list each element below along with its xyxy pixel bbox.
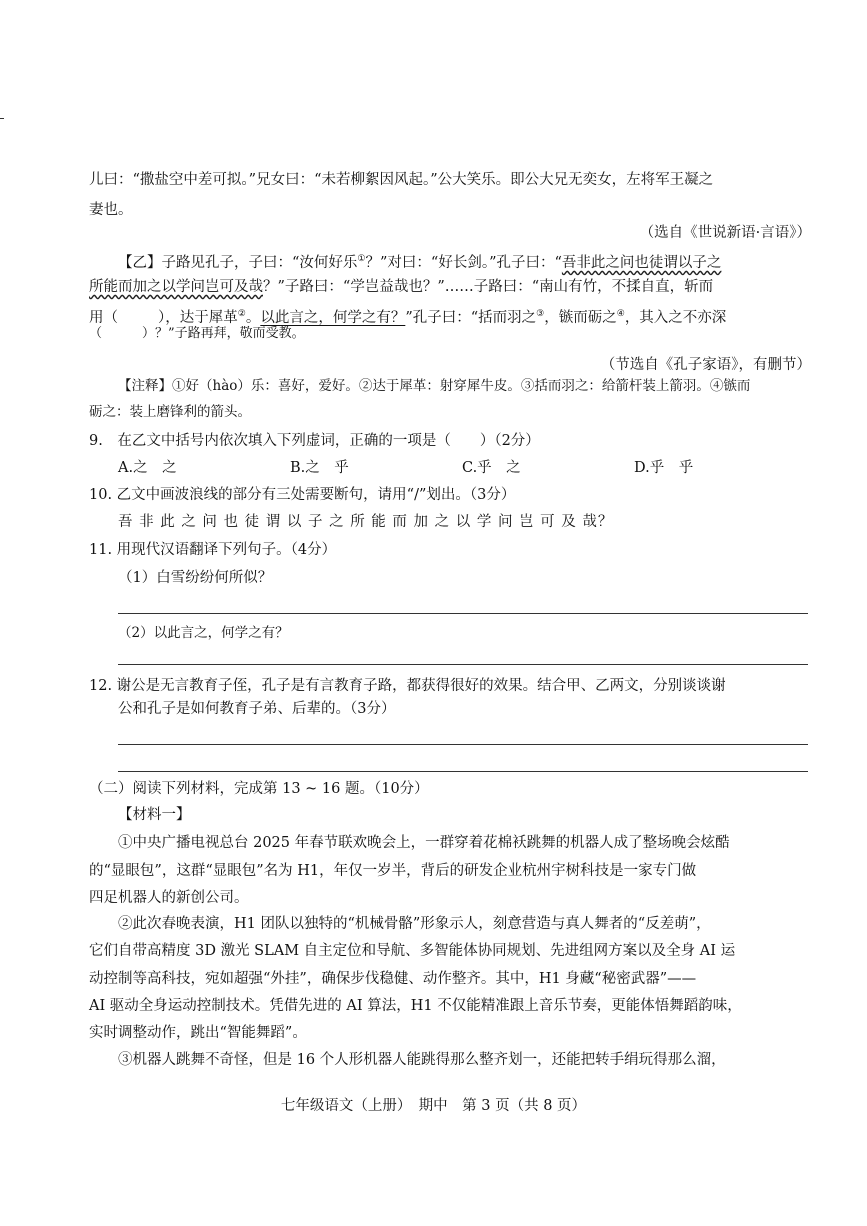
- question-10-answer-line: 吾 非 此 之 问 也 徒 谓 以 子 之 所 能 而 加 之 以 学 问 岂 可 及 哉？: [118, 514, 614, 530]
- page-footer: 七年级语文（上册） 期中 第 3 页（共 8 页）: [280, 1098, 587, 1114]
- option-d[interactable]: D.乎 乎: [634, 460, 694, 476]
- question-11-stem: 11. 用现代汉语翻译下列句子。（4分）: [89, 542, 337, 558]
- material-text-line: ①中央广播电视总台 2025 年春节联欢晚会上，一群穿着花棉袄跳舞的机器人成了整场晚会炫酷: [118, 835, 730, 851]
- option-c[interactable]: C.乎 之: [462, 460, 521, 476]
- text-line: 儿曰：“撒盐空中差可拟。”兄女曰：“未若柳絮因风起。”公大笑乐。即公大兄无奕女，左将军王凝之: [89, 172, 714, 188]
- source-citation: （节选自《孔子家语》，有删节）: [600, 357, 811, 373]
- answer-line[interactable]: [118, 744, 808, 745]
- passage-yi-line: （ ）？”子路再拜，敬而受教。: [89, 326, 305, 341]
- annotation-line: 【注释】①好（hào）乐：喜好，爱好。②达于犀革：射穿犀牛皮。③括而羽之：给箭杆装上箭羽。④镞而: [118, 378, 751, 394]
- question-12-stem: 12. 谢公是无言教育子侄，孔子是有言教育子路，都获得很好的效果。结合甲、乙两文，分别谈谈谢: [89, 678, 726, 694]
- passage-yi-line: 【乙】子路见孔子，子曰：“汝何好乐①？”对曰：“好长剑。”孔子曰：“吾非此之问也徒谓以子之: [118, 254, 722, 271]
- margin-mark: [0, 118, 4, 119]
- material-text-line: ②此次春晚表演，H1 团队以独特的“机械骨骼”形象示人，刻意营造与真人舞者的“反差萌”，: [118, 916, 711, 932]
- answer-line[interactable]: [118, 664, 808, 665]
- material-text-line: 它们自带高精度 3D 激光 SLAM 自主定位和导航、多智能体协同规划、先进组网方案以及全身 AI 运: [89, 943, 736, 959]
- annotation-line: 砺之：装上磨锋利的箭头。: [89, 404, 251, 420]
- question-11-sentence-2: （2）以此言之，何学之有？: [118, 625, 289, 641]
- question-9-stem: 9. 在乙文中括号内依次填入下列虚词，正确的一项是（ ）（2分）: [89, 433, 540, 449]
- material-text-line: AI 驱动全身运动控制技术。凭借先进的 AI 算法，H1 不仅能精准跟上音乐节奏，更能体悟舞蹈韵味，: [89, 998, 742, 1014]
- section-2-title: （二）阅读下列材料，完成第 13 ~ 16 题。（10分）: [89, 781, 429, 797]
- passage-yi-line: 用（ ），达于犀革②。以此言之，何学之有？”孔子曰：“括而羽之③，镞而砺之④，其入之不亦深: [89, 309, 727, 326]
- option-a[interactable]: A.之 之: [118, 460, 177, 476]
- material-1-label: 【材料一】: [118, 807, 191, 823]
- material-text-line: ③机器人跳舞不奇怪，但是 16 个人形机器人能跳得那么整齐划一，还能把转手绢玩得那么溜，: [118, 1052, 726, 1068]
- option-b[interactable]: B.之 乎: [290, 460, 349, 476]
- material-text-line: 四足机器人的新创公司。: [89, 890, 249, 906]
- answer-line[interactable]: [118, 771, 808, 772]
- material-text-line: 实时调整动作，跳出“智能舞蹈”。: [89, 1025, 307, 1041]
- question-10-stem: 10. 乙文中画波浪线的部分有三处需要断句，请用“/”划出。（3分）: [89, 487, 516, 503]
- answer-line[interactable]: [118, 613, 808, 614]
- passage-yi-line: 所能而加之以学问岂可及哉？”子路曰：“学岂益哉也？”……子路曰：“南山有竹，不揉自直，斩而: [89, 279, 714, 295]
- material-text-line: 动控制等高科技，宛如超强“外挂”，确保步伐稳健、动作整齐。其中，H1 身藏“秘密武器”——: [89, 971, 697, 987]
- question-11-sentence-1: （1）白雪纷纷何所似？: [118, 570, 273, 586]
- question-12-stem: 公和孔子是如何教育子弟、后辈的。（3分）: [118, 701, 396, 717]
- material-text-line: 的“显眼包”，这群“显眼包”名为 H1，年仅一岁半，背后的研发企业杭州宇树科技是一家专门做: [89, 863, 697, 879]
- source-citation: （选自《世说新语·言语》）: [639, 225, 811, 241]
- text-line: 妻也。: [89, 202, 133, 218]
- question-9-options: [118, 458, 693, 478]
